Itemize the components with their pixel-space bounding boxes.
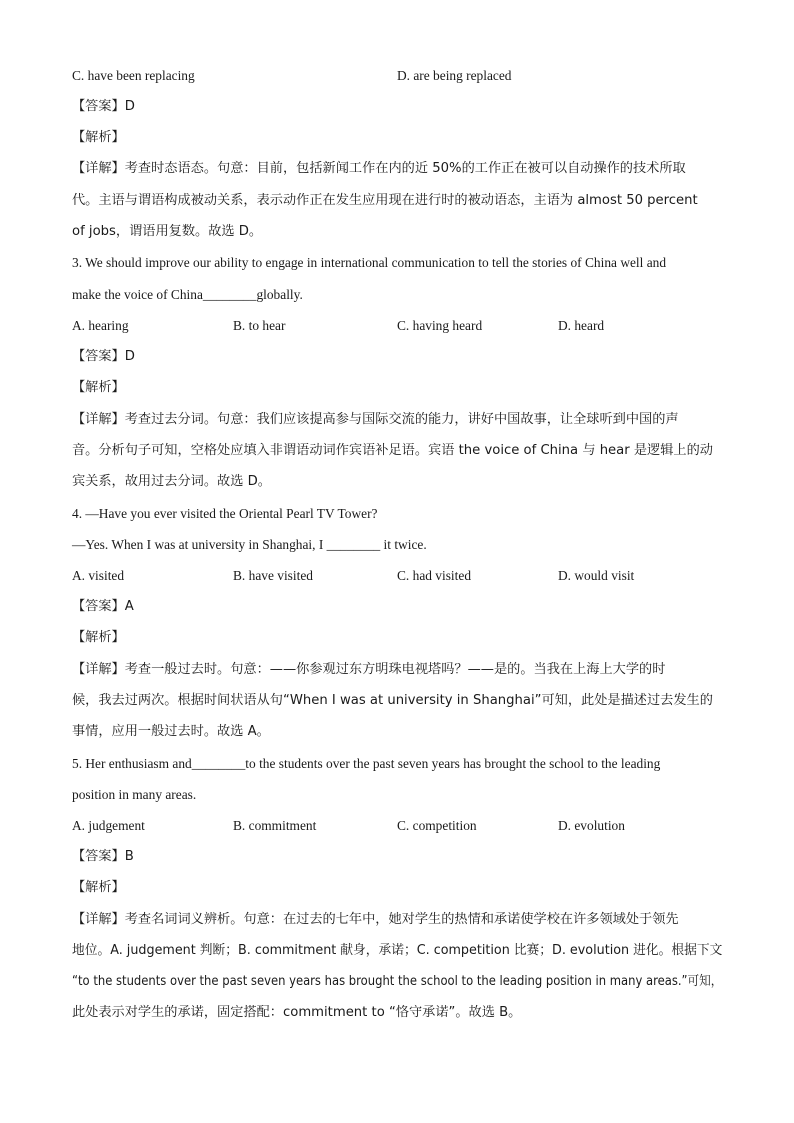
q5-detail-line: “to the students over the past seven years has brought the school to the leading position in many areas.”可知， xyxy=(72,974,723,989)
q2-answer: 【答案】D xyxy=(72,99,135,114)
q5-analysis-label: 【解析】 xyxy=(72,880,125,895)
q5-stem-line: 5. Her enthusiasm and________to the students over the past seven years has brought the school to the leading xyxy=(72,756,661,771)
q3-option-b: B. to hear xyxy=(233,318,286,333)
q5-stem-line: position in many areas. xyxy=(72,787,197,802)
q3-stem-line: 3. We should improve our ability to engage in international communication to tell the stories of China well and xyxy=(72,255,667,270)
q2-detail-line: 【详解】考查时态语态。句意：目前，包括新闻工作在内的近 50%的工作正在被可以自动操作的技术所取 xyxy=(72,161,686,176)
q5-detail-line: 【详解】考查名词词义辨析。句意：在过去的七年中，她对学生的热情和承诺使学校在许多领域处于领先 xyxy=(72,912,679,927)
q4-option-a: A. visited xyxy=(72,568,125,583)
q4-analysis-label: 【解析】 xyxy=(72,630,125,645)
q4-detail-line: 【详解】考查一般过去时。句意：——你参观过东方明珠电视塔吗？——是的。当我在上海上大学的时 xyxy=(72,662,666,677)
q4-detail-line: 候，我去过两次。根据时间状语从句“When I was at university in Shanghai”可知，此处是描述过去发生的 xyxy=(72,693,713,708)
q3-option-d: D. heard xyxy=(558,318,605,333)
q4-stem-line: —Yes. When I was at university in Shanghai, I ________ it twice. xyxy=(72,537,427,552)
q4-option-d: D. would visit xyxy=(558,568,635,583)
q5-option-b: B. commitment xyxy=(233,818,317,833)
q5-option-d: D. evolution xyxy=(558,818,625,833)
q2-detail-line: of jobs，谓语用复数。故选 D。 xyxy=(72,224,263,239)
q4-option-c: C. had visited xyxy=(397,568,472,583)
q5-answer: 【答案】B xyxy=(72,849,134,864)
q3-detail-line: 【详解】考查过去分词。句意：我们应该提高参与国际交流的能力，讲好中国故事，让全球听到中国的声 xyxy=(72,412,679,427)
q5-detail-line: 此处表示对学生的承诺，固定搭配：commitment to “恪守承诺”。故选 B。 xyxy=(72,1005,522,1020)
q5-option-a: A. judgement xyxy=(72,818,145,833)
q5-option-c: C. competition xyxy=(397,818,477,833)
q4-detail-line: 事情，应用一般过去时。故选 A。 xyxy=(72,724,270,739)
q3-option-a: A. hearing xyxy=(72,318,129,333)
q2-detail-line: 代。主语与谓语构成被动关系，表示动作正在发生应用现在进行时的被动语态，主语为 almost 50 percent xyxy=(72,193,698,208)
q4-answer: 【答案】A xyxy=(72,599,134,614)
q3-detail-line: 音。分析句子可知，空格处应填入非谓语动词作宾语补足语。宾语 the voice of China 与 hear 是逻辑上的动 xyxy=(72,443,713,458)
q5-detail-line: 地位。A. judgement 判断；B. commitment 献身，承诺；C. competition 比赛；D. evolution 进化。根据下文 xyxy=(72,943,723,958)
q4-option-b: B. have visited xyxy=(233,568,313,583)
q3-option-c: C. having heard xyxy=(397,318,483,333)
q3-detail-line: 宾关系，故用过去分词。故选 D。 xyxy=(72,474,271,489)
q4-stem-line: 4. —Have you ever visited the Oriental Pearl TV Tower? xyxy=(72,506,378,521)
q2-option-c: C. have been replacing xyxy=(72,68,195,83)
q2-analysis-label: 【解析】 xyxy=(72,130,125,145)
q3-analysis-label: 【解析】 xyxy=(72,380,125,395)
q2-option-d: D. are being replaced xyxy=(397,68,512,83)
q3-answer: 【答案】D xyxy=(72,349,135,364)
q3-stem-line: make the voice of China________globally. xyxy=(72,287,303,302)
